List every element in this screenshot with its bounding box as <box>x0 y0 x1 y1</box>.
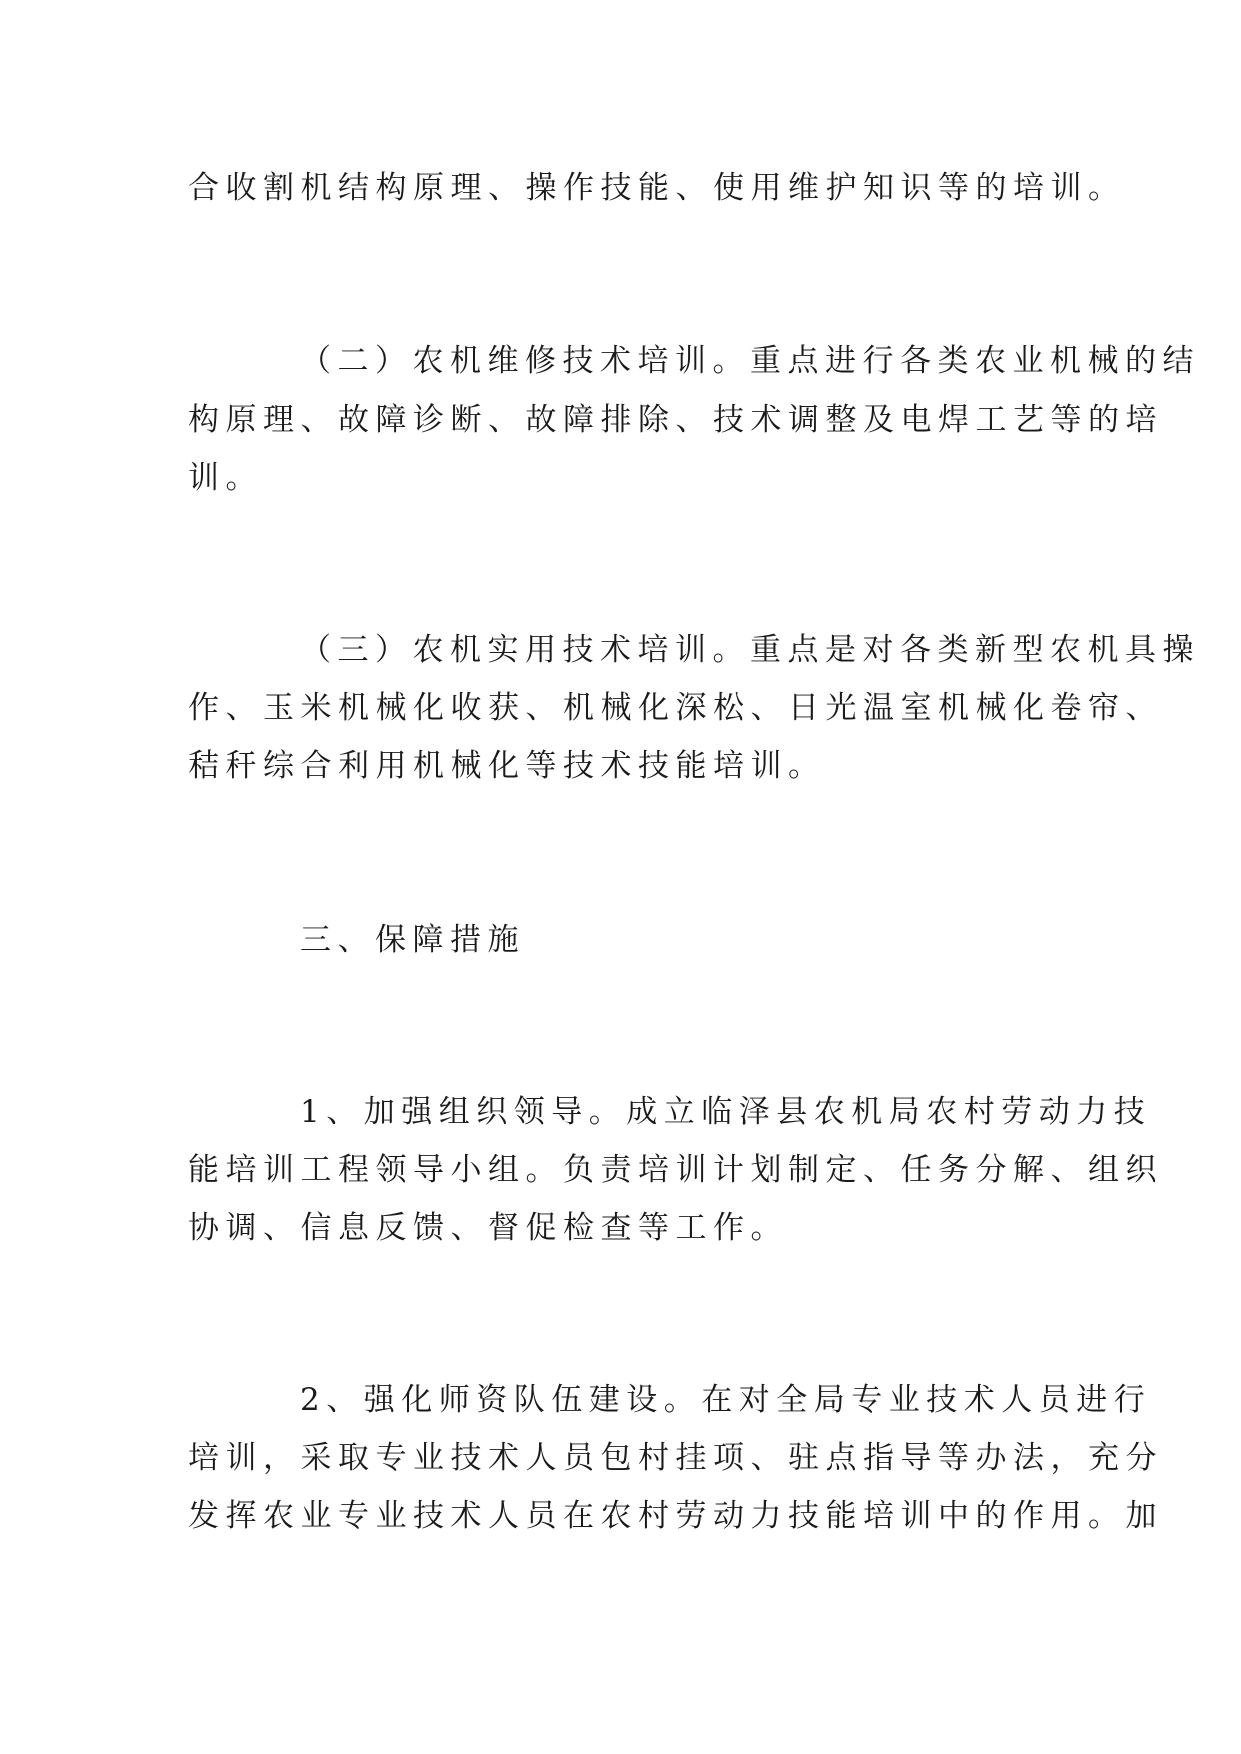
paragraph-line: 构原理、故障诊断、故障排除、技术调整及电焊工艺等的培 <box>188 402 1163 438</box>
paragraph-line: 训。 <box>188 460 263 496</box>
paragraph-line: 能培训工程领导小组。负责培训计划制定、任务分解、组织 <box>188 1152 1163 1188</box>
paragraph-line: 协调、信息反馈、督促检查等工作。 <box>188 1210 788 1246</box>
paragraph-line: 1、加强组织领导。成立临泽县农机局农村劳动力技 <box>300 1094 1152 1130</box>
paragraph-line: （三）农机实用技术培训。重点是对各类新型农机具操 <box>300 632 1200 668</box>
paragraph-line: 培训，采取专业技术人员包村挂项、驻点指导等办法，充分 <box>188 1440 1163 1476</box>
paragraph-line: 秸秆综合利用机械化等技术技能培训。 <box>188 748 826 784</box>
paragraph-line: 作、玉米机械化收获、机械化深松、日光温室机械化卷帘、 <box>188 690 1163 726</box>
paragraph-line: 2、强化师资队伍建设。在对全局专业技术人员进行 <box>300 1382 1152 1418</box>
paragraph-line: （二）农机维修技术培训。重点进行各类农业机械的结 <box>300 343 1200 379</box>
paragraph-line: 合收割机结构原理、操作技能、使用维护知识等的培训。 <box>188 170 1126 206</box>
section-heading: 三、保障措施 <box>300 922 525 958</box>
paragraph-line: 发挥农业专业技术人员在农村劳动力技能培训中的作用。加 <box>188 1498 1163 1534</box>
